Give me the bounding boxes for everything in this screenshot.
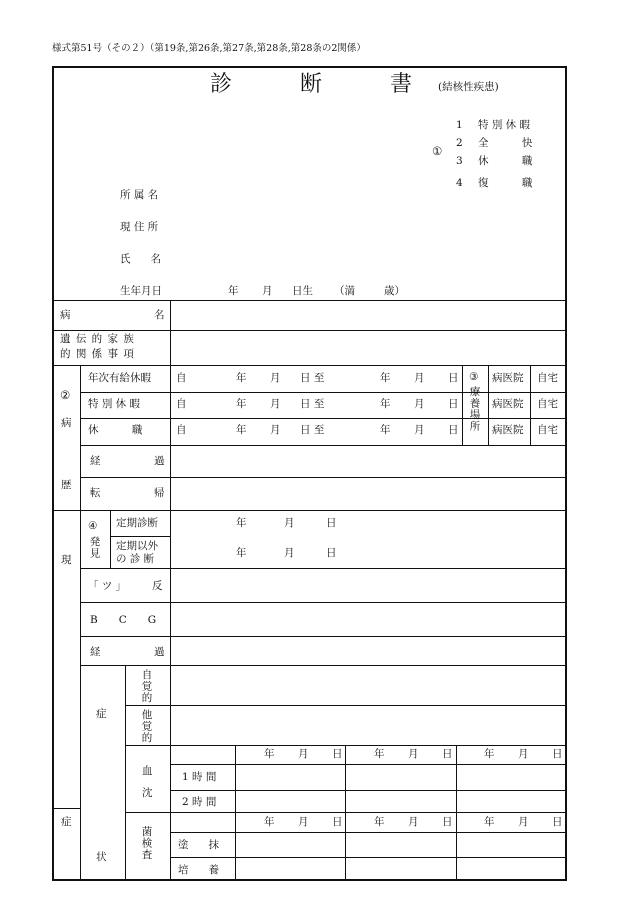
sputum-date-2-day: 日 bbox=[442, 816, 453, 828]
period-2-from: 自 bbox=[176, 398, 187, 410]
age-open: （満 bbox=[334, 285, 355, 297]
period-1-year-b: 年 bbox=[380, 372, 391, 384]
discovery-irregular-2: の 診 断 bbox=[116, 553, 155, 565]
period-1-year-a: 年 bbox=[236, 372, 247, 384]
place-3-home: 自宅 bbox=[537, 424, 558, 436]
discovery-marker: ④ bbox=[88, 520, 98, 532]
family-line-2: 的 関 係 事 項 bbox=[60, 348, 135, 360]
regular-year: 年 bbox=[236, 517, 247, 529]
name-label: 氏 名 bbox=[120, 253, 162, 265]
history-row-2-label: 特 別 休 暇 bbox=[88, 398, 141, 410]
place-2-home: 自宅 bbox=[537, 398, 558, 410]
period-1-day-b: 日 bbox=[448, 372, 459, 384]
symptoms-col-top: 症 bbox=[96, 708, 107, 720]
sputum-date-2-year: 年 bbox=[374, 816, 385, 828]
birth-day: 日生 bbox=[292, 285, 313, 297]
option-3-label: 休 職 bbox=[478, 155, 533, 167]
sputum-date-1-year: 年 bbox=[264, 816, 275, 828]
period-3-year-b: 年 bbox=[380, 424, 391, 436]
discovery-irregular-1: 定期以外 bbox=[116, 540, 158, 552]
esr-date-1-month: 月 bbox=[298, 748, 309, 760]
sputum-date-3-day: 日 bbox=[552, 816, 563, 828]
place-1-hospital: 病医院 bbox=[492, 372, 524, 384]
place-label: 療養場所 bbox=[468, 386, 481, 432]
esr-hour-2: 2 時 間 bbox=[182, 796, 217, 808]
history-progress-left: 経 bbox=[90, 455, 101, 467]
period-1-month-a: 月 bbox=[270, 372, 281, 384]
history-outcome-left: 転 bbox=[90, 487, 101, 499]
esr-date-3-day: 日 bbox=[552, 748, 563, 760]
esr-date-2-day: 日 bbox=[442, 748, 453, 760]
esr-hour-1: 1 時 間 bbox=[182, 771, 217, 783]
sputum-date-1-day: 日 bbox=[332, 816, 343, 828]
period-3-year-a: 年 bbox=[236, 424, 247, 436]
esr-date-1-year: 年 bbox=[264, 748, 275, 760]
period-1-from: 自 bbox=[176, 372, 187, 384]
option-1-num: 1 bbox=[456, 119, 463, 131]
option-4-num: 4 bbox=[456, 177, 463, 189]
history-progress-right: 過 bbox=[154, 455, 165, 467]
period-3-from: 自 bbox=[176, 424, 187, 436]
title-subtitle: (結核性疾患) bbox=[438, 81, 499, 93]
regular-month: 月 bbox=[284, 517, 295, 529]
option-3-num: 3 bbox=[456, 155, 463, 167]
irregular-year: 年 bbox=[236, 547, 247, 559]
esr-date-2-month: 月 bbox=[408, 748, 419, 760]
regular-day: 日 bbox=[326, 517, 337, 529]
history-row-3-label: 休 職 bbox=[88, 424, 143, 436]
smear-label: 塗 抹 bbox=[178, 839, 220, 851]
birth-year: 年 bbox=[228, 285, 239, 297]
period-3-day-b: 日 bbox=[448, 424, 459, 436]
irregular-day: 日 bbox=[326, 547, 337, 559]
place-2-hospital: 病医院 bbox=[492, 398, 524, 410]
present-progress-right: 過 bbox=[154, 646, 165, 658]
culture-label: 培 養 bbox=[178, 864, 220, 876]
period-1-month-b: 月 bbox=[414, 372, 425, 384]
period-3-month-a: 月 bbox=[270, 424, 281, 436]
sputum-date-3-month: 月 bbox=[518, 816, 529, 828]
symptoms-col-bottom: 状 bbox=[96, 851, 107, 863]
history-marker: ② bbox=[60, 388, 71, 402]
tuberculin-left: 「 ツ 」 bbox=[88, 580, 127, 592]
irregular-month: 月 bbox=[284, 547, 295, 559]
affiliation-label: 所 属 名 bbox=[120, 189, 159, 201]
address-label: 現 住 所 bbox=[120, 221, 159, 233]
present-progress-left: 経 bbox=[90, 646, 101, 658]
period-2-year-b: 年 bbox=[380, 398, 391, 410]
esr-date-2-year: 年 bbox=[374, 748, 385, 760]
birth-month: 月 bbox=[262, 285, 273, 297]
age-close: 歳） bbox=[384, 285, 405, 297]
period-3-to: 日 至 bbox=[300, 424, 325, 436]
period-1-to: 日 至 bbox=[300, 372, 325, 384]
form-number: 様式第51号（その２）（第19条,第26条,第27条,第28条,第28条の2関係） bbox=[52, 43, 366, 54]
options-marker: ① bbox=[432, 144, 443, 158]
period-2-month-b: 月 bbox=[414, 398, 425, 410]
history-row-1-label: 年次有給休暇 bbox=[88, 372, 151, 384]
symptoms-side: 症 bbox=[61, 816, 72, 828]
title-char-2: 断 bbox=[300, 72, 323, 97]
option-1-label: 特 別 休 暇 bbox=[478, 119, 531, 131]
present-side: 現 bbox=[61, 554, 72, 566]
disease-name-right: 名 bbox=[154, 309, 165, 321]
history-side-2: 歴 bbox=[61, 479, 72, 491]
period-2-year-a: 年 bbox=[236, 398, 247, 410]
esr-date-3-month: 月 bbox=[518, 748, 529, 760]
birthdate-label: 生年月日 bbox=[120, 285, 162, 297]
subjective-label: 自覚的 bbox=[140, 669, 153, 704]
esr-top: 血 bbox=[142, 765, 153, 777]
place-1-home: 自宅 bbox=[537, 372, 558, 384]
family-line-1: 遺 伝 的 家 族 bbox=[60, 333, 135, 345]
period-2-day-b: 日 bbox=[448, 398, 459, 410]
history-side-1: 病 bbox=[61, 417, 72, 429]
period-2-to: 日 至 bbox=[300, 398, 325, 410]
period-3-month-b: 月 bbox=[414, 424, 425, 436]
history-outcome-right: 帰 bbox=[154, 487, 165, 499]
esr-bottom: 沈 bbox=[142, 787, 153, 799]
sputum-date-2-month: 月 bbox=[408, 816, 419, 828]
place-marker: ③ bbox=[469, 371, 479, 383]
tuberculin-right: 反 bbox=[152, 580, 163, 592]
discovery-regular: 定期診断 bbox=[116, 517, 158, 529]
option-4-label: 復 職 bbox=[478, 177, 533, 189]
discovery-label: 発見 bbox=[88, 536, 101, 559]
place-3-hospital: 病医院 bbox=[492, 424, 524, 436]
option-2-label: 全 快 bbox=[478, 137, 533, 149]
esr-date-3-year: 年 bbox=[484, 748, 495, 760]
objective-label: 他覚的 bbox=[140, 709, 153, 744]
title-char-3: 書 bbox=[390, 72, 413, 97]
sputum-label: 菌検査 bbox=[140, 826, 153, 861]
bcg-label: B C G bbox=[90, 614, 157, 626]
sputum-date-3-year: 年 bbox=[484, 816, 495, 828]
title-char-1: 診 bbox=[210, 72, 233, 97]
disease-name-left: 病 bbox=[60, 309, 71, 321]
period-2-month-a: 月 bbox=[270, 398, 281, 410]
option-2-num: 2 bbox=[456, 137, 463, 149]
esr-date-1-day: 日 bbox=[332, 748, 343, 760]
sputum-date-1-month: 月 bbox=[298, 816, 309, 828]
